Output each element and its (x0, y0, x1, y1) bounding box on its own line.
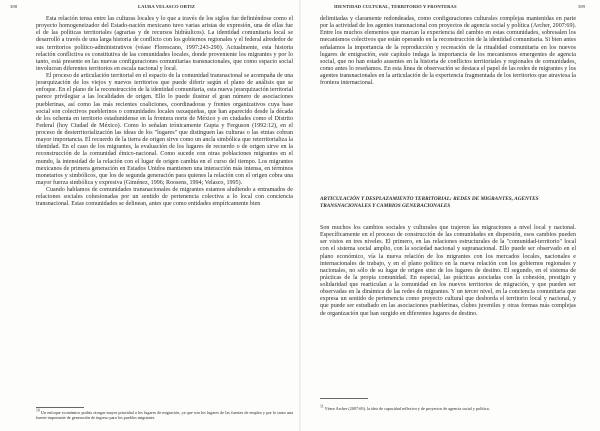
footnote-rule (320, 398, 368, 399)
section-heading: ARTICULACIÓN Y DESPLAZAMIENTO TERRITORIAL: REDES DE MIGRANTES, AGENTES TRANSNACIONALES Y CAMBIOS GENERACIONALES (320, 196, 539, 209)
footnote (36, 410, 293, 420)
paragraph: El proceso de articulación territorial en el espacio de la comunidad transnacional se acompaña de una jerarquización de los viejos y nuevos territorios que puede diferir según el plano de análisis que se enfoque. En el plano de la reconstrucción de la identidad comunitaria, esta nueva jerarquización territorial parece privilegiar a las localidades de origen. Ello lo puede ilustrar el gran número de asociaciones pueblerinas, así como las más recientes coaliciones, coordinadoras y frentes organizativos cuya base social son colectivos pueblerinos o comunidades locales oaxaqueñas, que han aparecido desde la década de los ochenta en territorio estadunidense en la frontera norte de México y en ciudades como el Distrito Federal (hoy Ciudad de México). Como lo señalan irónicamente Gupta y Ferguson (1992:12), en el proceso de desterritorialización las ideas de los "lugares" que distinguen las culturas o las etnias cobran mayor importancia. El recuerdo de la tierra de origen sirve como un ancla simbólica que reterritorializa la identidad. En el caso de los migrantes, la evaluación de los lugares de recuerdo o de origen sirve en la reconstrucción de la comunidad étnico-nacional. Como sucede con otras poblaciones migrantes en el mundo, la intensidad de la relación con el lugar de origen cambia en el curso del tiempo. Los migrantes mexicanos de primera generación en Estados Unidos mantienen una interacción más intensa, en términos monetarios y simbólicos, que los de segunda generación para quienes la relación con el origen cobra una mayor fuerza simbólica y expresiva (Giménez, 1996; Roosens, 1994; Velasco, 1995). (36, 73, 293, 186)
paragraph: Son muchos los cambios sociales y culturales que trajeron las migraciones a nivel local y nacional. Específicamente en el proceso de construcción de las comunidades en dispersión, esos cambios pueden ser vistos en tres niveles. El primero, en las relaciones estructurales de la "comunidad-territorio" local con el sistema social amplio, con la sociedad nacional y supranacional. Ello puede ser observado en el plano económico, vía la nueva relación de los migrantes con los mercados locales, nacionales e internacionales de trabajo, y en el plano político en la nueva relación con los gobiernos regionales y nacionales, no sólo de su lugar de origen sino de los lugares de destino. El segundo, en el sistema de prácticas de la propia comunidad. En especial, las prácticas asociadas con la cohesión, prestigio y solidaridad que rearticulan a la comunidad en los nuevos territorios de migración, y que pueden ser observadas en la dinámica de las redes de migrantes. Y un tercer nivel, en la conciencia comunitaria que expresa un sentido de pertenencia como proyecto cultural que desborda el territorio local y nacional, y que puede ser estudiado en las asociaciones pueblerinas, clubes juveniles y otras formas más complejas de organización que han surgido en diferentes lugares de destino. (320, 225, 576, 317)
footnote-marker: 10 (36, 408, 40, 413)
footnote-text: Un enfoque económico podría otorgar mayor prioridad a los lugares de migración, ya que son los lugares de las fuentes de empleo y por lo tanto una fuente importante de generación de ingreso para los pueblos migrantes. (36, 410, 294, 421)
page-body (36, 16, 293, 208)
running-head: LAURA VELASCO ORTIZ (138, 4, 196, 9)
page-body (320, 16, 576, 87)
footnote-marker: 11 (320, 404, 324, 409)
footnote-rule (36, 407, 84, 408)
footnote-text: Véase Archer (2007:69), la idea de capacidad reflexiva y de proyectos de agencia social y política. (324, 406, 490, 411)
page-number: 389 (578, 4, 586, 9)
paragraph: delimitadas y claramente redondeadas, como configuraciones culturales complejas mantenidas en parte por la actividad de los agentes transnacional con proyectos de agencia social y política (Archer, 2007:69). Entre los muchos elementos que marcan la experiencia del cambio en estas comunidades, sobresalen los mecanismos colectivos que están operando en la reconstrucción de la identidad comunitaria. Si bien antes señalamos la importancia de la reproducción y recreación de la ritualidad comunitaria en los nuevos lugares de emigración, este capítulo indaga la importancia de los mecanismos emergentes de agencia social, que no han estado ausentes en la historia de conflictos territoriales y regionales de comunidades, como antes lo reseñamos. En esta línea de observación se destaca el papel de las redes de migrantes y los agentes transnacionales en la articulación de la experiencia fragmentada de los territorios que atraviesa la frontera internacional. (320, 16, 576, 87)
right-page (300, 0, 600, 431)
section-body (320, 225, 576, 318)
paragraph: Esta relación tensa entre las culturas locales y lo que a través de los siglos fue definiéndose como el proyecto homogeneizador del Estado-nación mexicano tuvo varias aristas de expresión, una de ellas fue el de las políticas territoriales (agrarias y de recursos hidráulicos). La identidad comunitaria local se desarrolló a través de una larga historia de conflicto con los gobiernos regionales y el federal alrededor de sus territorios político-administrativos (véase Florescano, 1997:243-290). Actualmente, esta historia relación conflictiva es constitutiva de las comunidades locales, donde proveniente los migrantes y por lo tanto, está presente en las nuevas configuraciones comunitarias transnacionales, que como espacio social involucran diferentes territorios en escala nacional y local. (36, 16, 293, 72)
running-head: IDENTIDAD CULTURAL, TERRITORIO Y FRONTERAS (334, 4, 457, 9)
page-number: 388 (10, 4, 18, 9)
footnote (320, 406, 576, 411)
paragraph: Cuando hablamos de comunidades transnacionales de migrantes estamos aludiendo a entramados de relaciones sociales cohesionadas por un sentido de pertenencia colectiva a lo local con conciencia transnacional. Estas comunidades se delinean, antes que como entidades empíricamente bien (36, 187, 293, 208)
